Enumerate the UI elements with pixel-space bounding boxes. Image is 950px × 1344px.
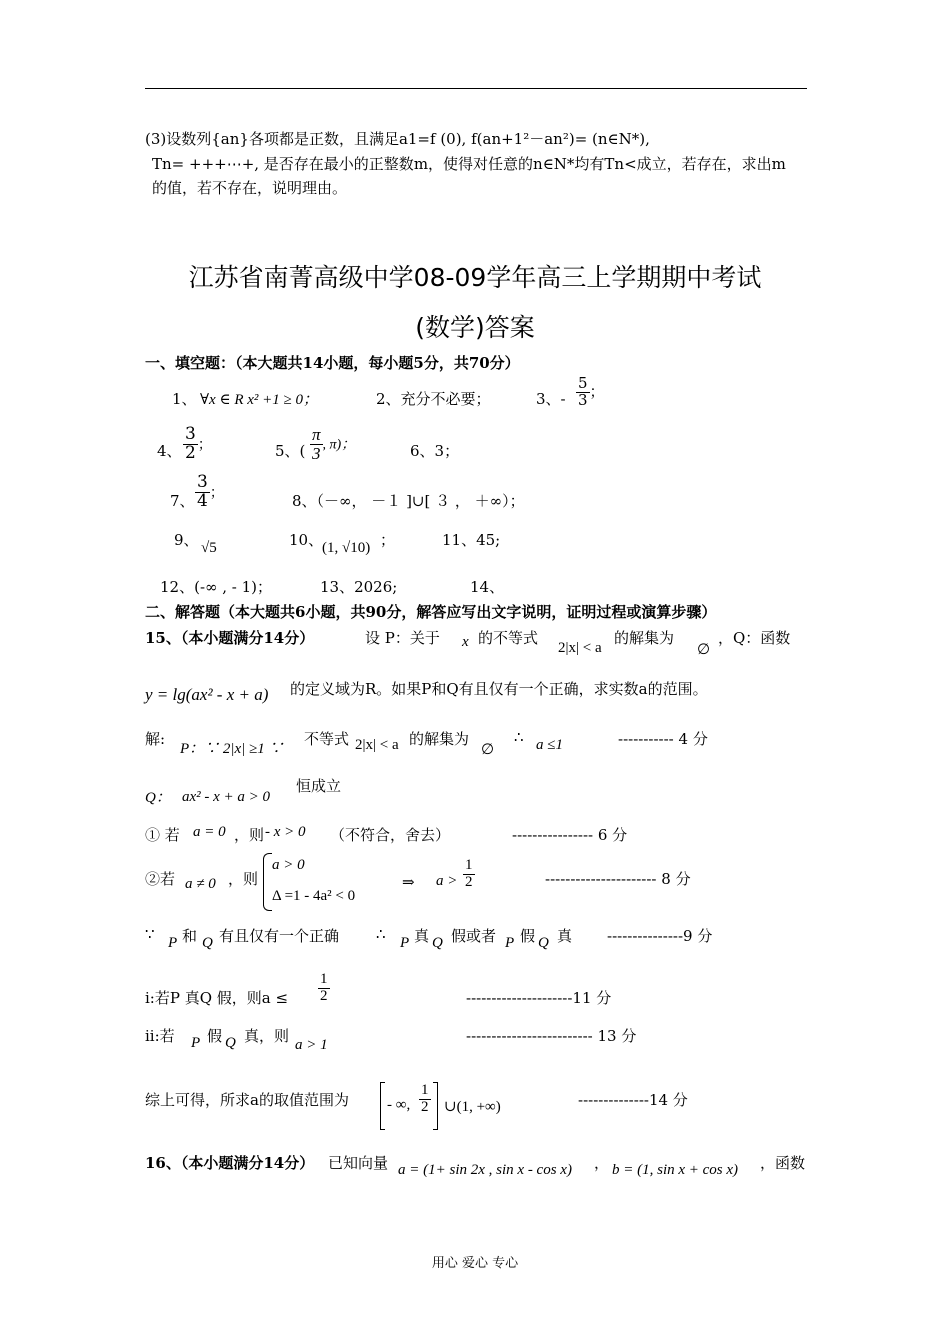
score-8: ---------------------- 8 分 bbox=[545, 870, 691, 888]
answer-4-tail: ； bbox=[197, 436, 212, 453]
pq-therefore: ∴ bbox=[376, 925, 386, 943]
answer-7-numerator: 3 bbox=[197, 472, 208, 492]
case-2-system-2: Δ =1 - 4a² < 0 bbox=[272, 888, 356, 904]
pq-p: P bbox=[168, 935, 178, 951]
conclusion-left-bracket bbox=[380, 1082, 385, 1130]
q15-heading: 15、（本小题满分14分） bbox=[145, 629, 315, 647]
case-ii-label: ii:若 bbox=[145, 1027, 175, 1045]
case-2-denominator: 2 bbox=[465, 873, 473, 890]
solution-q-tail: 恒成立 bbox=[296, 777, 342, 795]
answer-1: ∀x ∈ R x² +1 ≥ 0； bbox=[200, 392, 318, 408]
page-subtitle: (数学)答案 bbox=[415, 313, 535, 342]
case-1-condition: a = 0 bbox=[193, 824, 226, 840]
solution-ineq-text: 不等式 bbox=[304, 730, 350, 748]
case-1-expr: - x > 0 bbox=[265, 824, 306, 840]
q16-vector-b: b = (1, sin x + cos x) bbox=[612, 1162, 739, 1178]
q16-tail: ，函数 bbox=[760, 1154, 806, 1172]
case-i-text: i:若P 真Q 假，则a ≤ bbox=[145, 989, 289, 1007]
case-2-label: ②若 bbox=[145, 870, 176, 888]
answer-4-numerator: 3 bbox=[185, 424, 196, 444]
score-9: ---------------9 分 bbox=[607, 927, 713, 945]
case-i-numerator: 1 bbox=[320, 971, 328, 987]
case-1-label: ① 若 bbox=[145, 826, 180, 844]
pq-q: Q bbox=[202, 935, 213, 951]
case-1-then: ，则 bbox=[234, 826, 265, 844]
conclusion-denominator: 2 bbox=[421, 1098, 429, 1115]
score-14: --------------14 分 bbox=[578, 1091, 688, 1109]
q16-comma: ， bbox=[594, 1154, 610, 1172]
pq-true-2: 真 bbox=[557, 927, 573, 945]
pq-text: 有且仅有一个正确 bbox=[219, 927, 340, 945]
solution-p: P：∵ 2|x| ≥1 ∵ bbox=[180, 741, 284, 757]
q15-text-5: 的定义域为R。如果P和Q有且仅有一个正确，求实数a的范围。 bbox=[290, 680, 708, 698]
conclusion-numerator: 1 bbox=[421, 1082, 429, 1098]
q15-var-x: x bbox=[462, 634, 469, 650]
because-symbol: ∵ bbox=[145, 925, 155, 943]
section2-heading: 二、解答题（本大题共6小题，共90分，解答应写出文字说明，证明过程或演算步骤） bbox=[145, 603, 717, 621]
answer-9: √5 bbox=[201, 540, 217, 556]
page-title: 江苏省南菁高级中学08-09学年高三上学期期中考试 bbox=[188, 263, 762, 292]
pq-p2: P bbox=[400, 935, 410, 951]
case-1-note: （不符合，舍去） bbox=[330, 826, 451, 844]
answer-10-label: 10、 bbox=[289, 531, 324, 549]
answer-3-numerator: 5 bbox=[578, 374, 588, 392]
answer-7-denominator: 4 bbox=[197, 490, 208, 511]
conclusion-right: ∪(1, +∞) bbox=[444, 1099, 501, 1115]
case-2-fraction bbox=[463, 858, 475, 891]
answer-7-label: 7、 bbox=[170, 492, 195, 510]
score-6: ---------------- 6 分 bbox=[512, 826, 628, 844]
pq-q2: Q bbox=[432, 935, 443, 951]
part3-line3: 的值，若不存在，说明理由。 bbox=[152, 179, 348, 197]
q15-empty-set: ∅ bbox=[697, 642, 711, 658]
solution-therefore: ∴ bbox=[514, 728, 524, 746]
case-i-fraction bbox=[318, 972, 330, 1005]
case-2-implies: ⇒ bbox=[402, 875, 415, 891]
conclusion-fraction bbox=[419, 1083, 431, 1116]
solution-set-text: 的解集为 bbox=[409, 730, 470, 748]
q15-inequality: 2|x| < a bbox=[558, 640, 602, 656]
case-ii-p: P bbox=[191, 1035, 201, 1051]
conclusion-left: - ∞, bbox=[387, 1097, 411, 1113]
answer-8: 8、（－∞， －１ ]∪[ ３ ， ＋∞）； bbox=[292, 492, 525, 510]
answer-5-tail: , π)； bbox=[322, 437, 356, 453]
case-i-denominator: 2 bbox=[320, 987, 328, 1004]
solution-label: 解: bbox=[145, 730, 166, 748]
answer-5-fraction bbox=[310, 426, 355, 463]
case-2-condition: a ≠ 0 bbox=[185, 876, 216, 892]
q15-function: y = lg(ax² - x + a) bbox=[145, 685, 269, 704]
pq-p3: P bbox=[505, 935, 515, 951]
answer-5-denominator: 3 bbox=[312, 443, 321, 463]
solution-empty-set: ∅ bbox=[481, 742, 495, 758]
q15-text-4: ，Q：函数 bbox=[718, 629, 791, 647]
case-2-numerator: 1 bbox=[465, 857, 473, 873]
section1-heading: 一、填空题：（本大题共14小题，每小题5分，共70分） bbox=[145, 354, 520, 372]
pq-true-1: 真 bbox=[414, 927, 430, 945]
score-11: ---------------------11 分 bbox=[466, 989, 612, 1007]
answer-13: 13、2026; bbox=[320, 578, 398, 596]
solution-ineq: 2|x| < a bbox=[355, 737, 399, 753]
q16-vector-a: a = (1+ sin 2x , sin x - cos x) bbox=[398, 1162, 572, 1178]
answer-4-denominator: 2 bbox=[185, 442, 196, 463]
pq-false: 假 bbox=[520, 927, 536, 945]
answer-5-label: 5、( bbox=[275, 442, 306, 460]
solution-a-le-1: a ≤1 bbox=[536, 737, 563, 753]
q15-text-3: 的解集为 bbox=[614, 629, 675, 647]
answer-11: 11、45; bbox=[442, 531, 501, 549]
answer-4-label: 4、 bbox=[157, 442, 182, 460]
answer-6: 6、3； bbox=[410, 442, 460, 460]
answer-7-tail: ； bbox=[209, 484, 224, 501]
answer-10: (1, √10) bbox=[322, 540, 371, 556]
conclusion-text: 综上可得，所求a的取值范围为 bbox=[145, 1091, 349, 1109]
answer-9-label: 9、 bbox=[174, 531, 199, 549]
answer-3-denominator: 3 bbox=[578, 390, 588, 409]
q16-heading: 16、（本小题满分14分） bbox=[145, 1154, 315, 1172]
header-rule bbox=[145, 88, 807, 89]
q15-text-1: 设 P：关于 bbox=[365, 629, 440, 647]
q16-text: 已知向量 bbox=[328, 1154, 389, 1172]
case-ii-false: 假 bbox=[207, 1027, 223, 1045]
solution-q: Q： bbox=[145, 790, 171, 806]
answer-12: 12、(-∞ , - 1)； bbox=[160, 578, 273, 596]
answer-7-fraction bbox=[195, 474, 224, 511]
solution-q-expr: ax² - x + a > 0 bbox=[182, 789, 271, 805]
answer-3-fraction bbox=[576, 376, 605, 409]
score-4: ----------- 4 分 bbox=[618, 730, 708, 748]
pq-and: 和 bbox=[182, 927, 198, 945]
answer-1-label: 1、 bbox=[172, 390, 197, 408]
score-13: ------------------------- 13 分 bbox=[466, 1027, 637, 1045]
part3-line2: Tn= +++⋯+, 是否存在最小的正整数m，使得对任意的n∈N*均有Tn<成立，若存在，求出m bbox=[152, 155, 786, 173]
q15-text-2: 的不等式 bbox=[478, 629, 539, 647]
case-2-then: ，则 bbox=[228, 870, 259, 888]
answer-2: 2、充分不必要； bbox=[376, 390, 491, 408]
pq-or: 假或者 bbox=[451, 927, 497, 945]
case-2-result: a > bbox=[436, 873, 458, 889]
answer-3-tail: ； bbox=[589, 382, 605, 401]
case-2-brace bbox=[263, 853, 272, 911]
answer-4-fraction bbox=[183, 426, 212, 463]
case-ii-q: Q bbox=[225, 1035, 236, 1051]
case-2-system-1: a > 0 bbox=[272, 857, 305, 873]
conclusion-right-bracket bbox=[433, 1082, 438, 1130]
answer-14: 14、 bbox=[470, 578, 505, 596]
answer-3-label: 3、- bbox=[536, 390, 566, 408]
pq-q3: Q bbox=[538, 935, 549, 951]
case-ii-result: a > 1 bbox=[295, 1037, 328, 1053]
page-footer: 用心 爱心 专心 bbox=[431, 1256, 519, 1271]
answer-10-tail: ； bbox=[380, 531, 396, 549]
part3-line1: (3)设数列{an}各项都是正数，且满足a1=f (0), f(an+1²－an²)= (n∈N*), bbox=[145, 130, 650, 148]
case-ii-true: 真，则 bbox=[244, 1027, 290, 1045]
answer-5-numerator: π bbox=[312, 425, 321, 444]
